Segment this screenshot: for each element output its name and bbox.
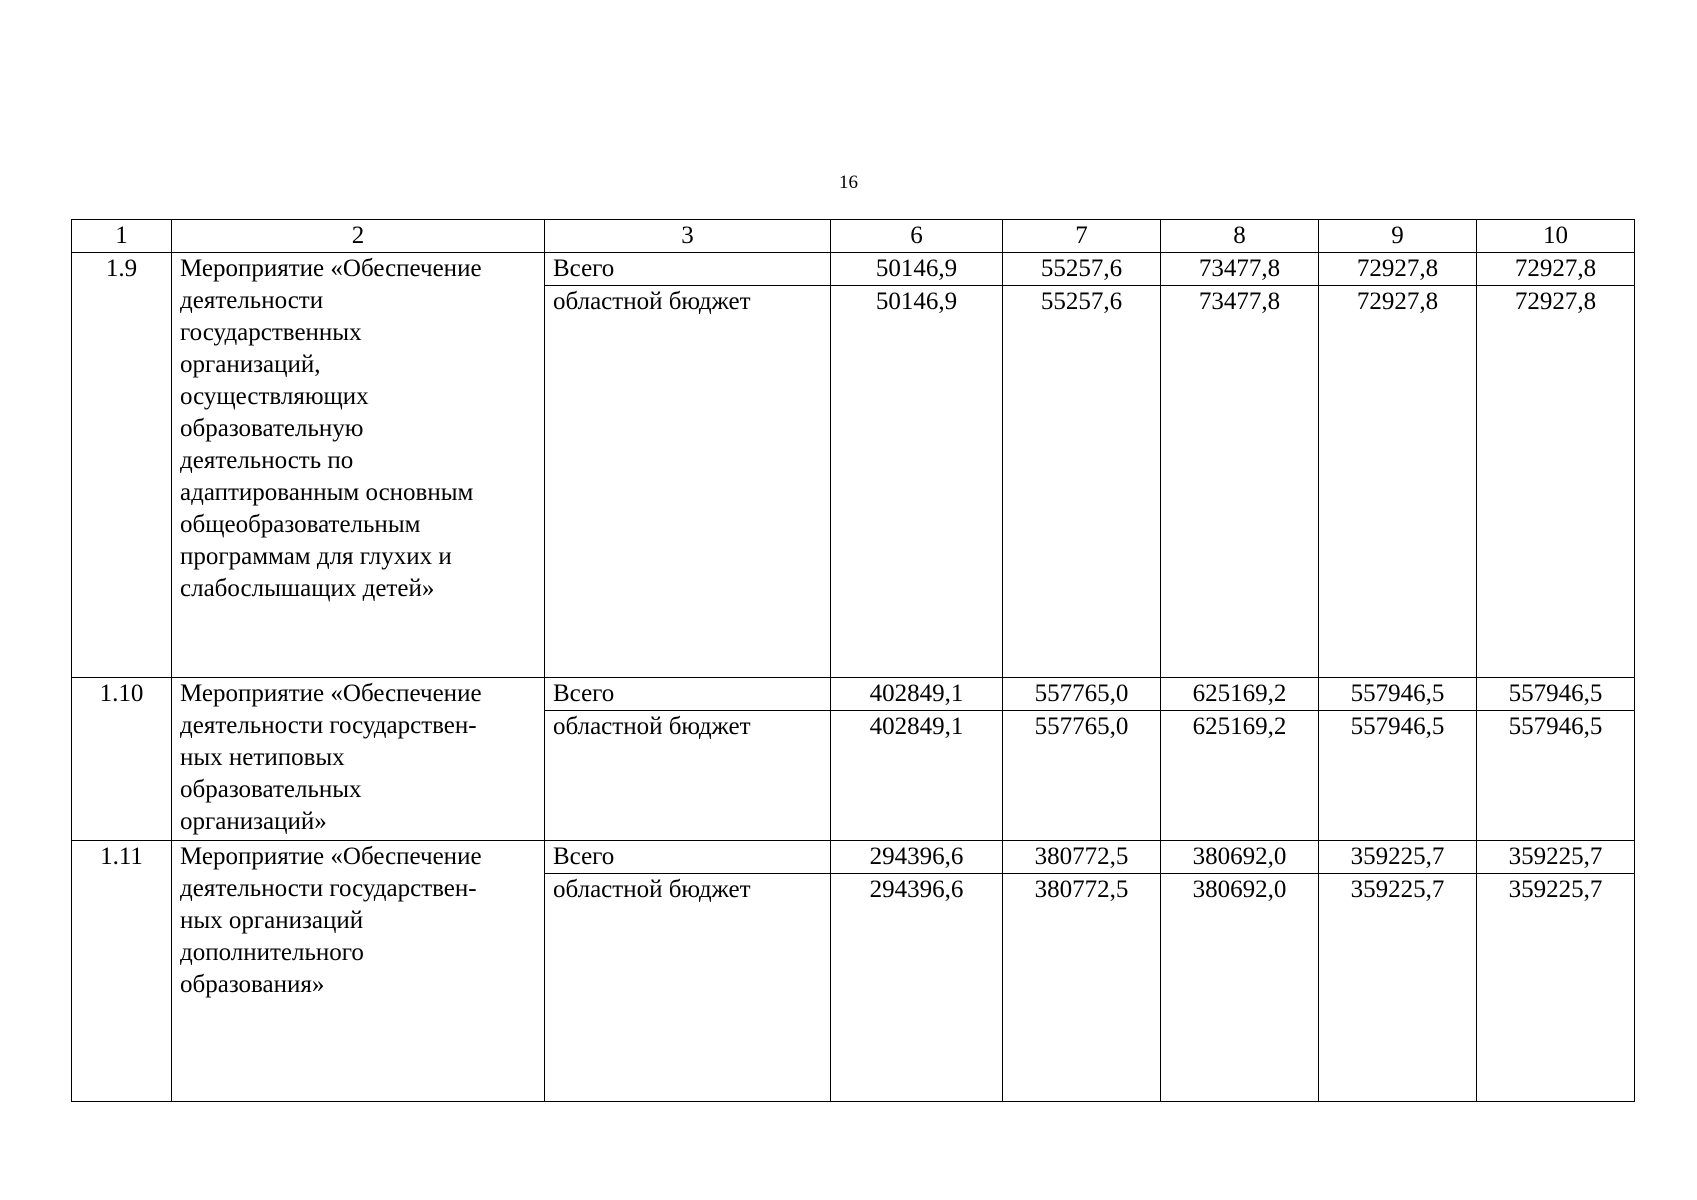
value-cell: 557946,5 xyxy=(1477,711,1635,841)
funding-source: областной бюджет xyxy=(545,874,831,1102)
funding-source: Всего xyxy=(545,253,831,286)
value-cell: 72927,8 xyxy=(1477,286,1635,678)
value-cell: 359225,7 xyxy=(1319,874,1477,1102)
value-cell: 72927,8 xyxy=(1319,253,1477,286)
value-cell: 402849,1 xyxy=(831,711,1003,841)
column-header: 2 xyxy=(172,220,545,253)
value-cell: 380772,5 xyxy=(1003,841,1161,874)
value-cell: 625169,2 xyxy=(1161,678,1319,711)
value-cell: 72927,8 xyxy=(1319,286,1477,678)
column-header: 1 xyxy=(72,220,172,253)
value-cell: 50146,9 xyxy=(831,286,1003,678)
column-header: 10 xyxy=(1477,220,1635,253)
item-number: 1.11 xyxy=(72,841,172,1102)
value-cell: 73477,8 xyxy=(1161,253,1319,286)
funding-source: Всего xyxy=(545,678,831,711)
funding-source: областной бюджет xyxy=(545,286,831,678)
value-cell: 557765,0 xyxy=(1003,711,1161,841)
funding-source: областной бюджет xyxy=(545,711,831,841)
value-cell: 557946,5 xyxy=(1319,678,1477,711)
item-name: Мероприятие «Обеспечение деятельности государственных организаций, осуществляющих образовательную деятельность по адаптированным основным общеобразовательным программам для глухих и слабослышащих детей» xyxy=(172,253,545,678)
value-cell: 557946,5 xyxy=(1477,678,1635,711)
value-cell: 557946,5 xyxy=(1319,711,1477,841)
budget-table xyxy=(71,219,1635,1102)
value-cell: 380692,0 xyxy=(1161,874,1319,1102)
page-number: 16 xyxy=(839,172,858,193)
value-cell: 73477,8 xyxy=(1161,286,1319,678)
value-cell: 359225,7 xyxy=(1477,874,1635,1102)
column-header: 6 xyxy=(831,220,1003,253)
item-name: Мероприятие «Обеспечение деятельности государствен- ных организаций дополнительного образования» xyxy=(172,841,545,1102)
column-header: 8 xyxy=(1161,220,1319,253)
table-row xyxy=(72,678,1635,711)
value-cell: 380772,5 xyxy=(1003,874,1161,1102)
value-cell: 55257,6 xyxy=(1003,253,1161,286)
table-row xyxy=(72,253,1635,286)
funding-source: Всего xyxy=(545,841,831,874)
value-cell: 402849,1 xyxy=(831,678,1003,711)
column-header: 7 xyxy=(1003,220,1161,253)
table-row xyxy=(72,841,1635,874)
value-cell: 380692,0 xyxy=(1161,841,1319,874)
item-number: 1.9 xyxy=(72,253,172,678)
value-cell: 625169,2 xyxy=(1161,711,1319,841)
column-header-row xyxy=(72,220,1635,253)
column-header: 9 xyxy=(1319,220,1477,253)
item-number: 1.10 xyxy=(72,678,172,841)
value-cell: 557765,0 xyxy=(1003,678,1161,711)
item-name: Мероприятие «Обеспечение деятельности государствен- ных нетиповых образовательных организаций» xyxy=(172,678,545,841)
value-cell: 359225,7 xyxy=(1319,841,1477,874)
value-cell: 359225,7 xyxy=(1477,841,1635,874)
column-header: 3 xyxy=(545,220,831,253)
value-cell: 55257,6 xyxy=(1003,286,1161,678)
value-cell: 72927,8 xyxy=(1477,253,1635,286)
value-cell: 294396,6 xyxy=(831,874,1003,1102)
value-cell: 50146,9 xyxy=(831,253,1003,286)
value-cell: 294396,6 xyxy=(831,841,1003,874)
